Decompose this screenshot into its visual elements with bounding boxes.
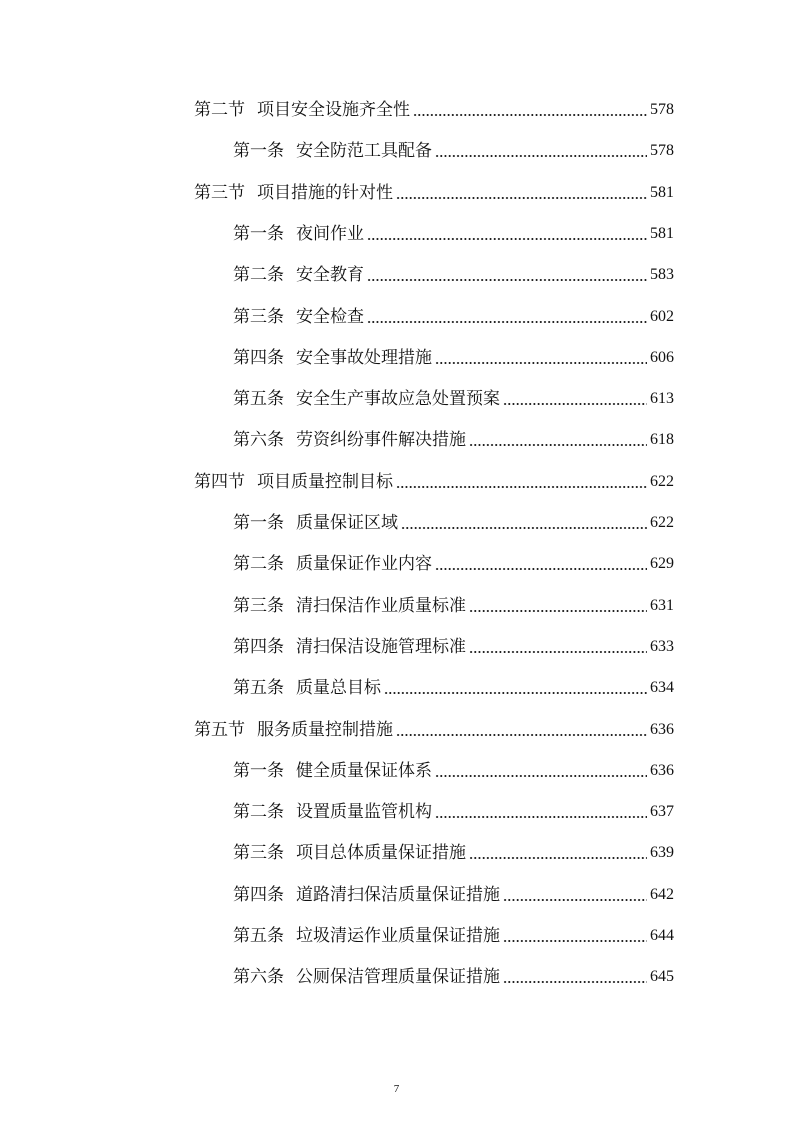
toc-entry-title: 项目质量控制目标 (257, 471, 393, 492)
toc-entry-title: 质量保证作业内容 (296, 554, 432, 575)
toc-entry-page: 578 (650, 101, 674, 118)
dot-leader (367, 279, 647, 281)
toc-entry-page: 637 (650, 803, 674, 821)
dot-leader (435, 816, 647, 818)
toc-entry-title: 安全教育 (296, 265, 364, 286)
toc-entry-article[interactable] (233, 214, 674, 254)
toc-entry-page: 629 (650, 555, 674, 573)
toc-entry-article[interactable] (233, 131, 674, 171)
toc-entry-number: 第三节 (194, 182, 245, 203)
toc-entry-page: 636 (650, 761, 674, 779)
toc-entry-article[interactable] (233, 668, 674, 708)
toc-entry-article[interactable] (233, 751, 674, 791)
toc-entry-number: 第二条 (233, 265, 284, 286)
dot-leader (469, 651, 647, 653)
toc-entry-page: 645 (650, 968, 674, 986)
toc-entry-title: 安全事故处理措施 (296, 347, 432, 368)
toc-entry-title: 质量总目标 (296, 678, 381, 699)
toc-entry-title: 公厕保洁管理质量保证措施 (296, 967, 500, 988)
toc-entry-page: 578 (650, 142, 674, 160)
dot-leader (367, 238, 647, 240)
dot-leader (413, 114, 647, 116)
dot-leader (503, 403, 647, 405)
dot-leader (503, 899, 647, 901)
dot-leader (469, 610, 647, 612)
toc-entry-number: 第五节 (194, 719, 245, 740)
toc-entry-title: 劳资纠纷事件解决措施 (296, 430, 466, 451)
dot-leader (396, 197, 647, 199)
toc-entry-article[interactable] (233, 833, 674, 873)
toc-entry-title: 健全质量保证体系 (296, 760, 432, 781)
toc-entry-number: 第二节 (194, 100, 245, 120)
dot-leader (435, 155, 647, 157)
dot-leader (503, 940, 647, 942)
toc-entry-article[interactable] (233, 338, 674, 378)
toc-entry-title: 质量保证区域 (296, 513, 398, 533)
toc-entry-page: 636 (650, 720, 674, 738)
toc-entry-number: 第三条 (233, 306, 284, 327)
toc-entry-title: 安全防范工具配备 (296, 141, 432, 162)
toc-entry-title: 清扫保洁设施管理标准 (296, 636, 466, 657)
toc-entry-title: 项目总体质量保证措施 (296, 843, 466, 864)
toc-entry-number: 第一条 (233, 760, 284, 781)
toc-entry-page: 639 (650, 844, 674, 862)
toc-entry-number: 第六条 (233, 430, 284, 451)
toc-entry-title: 项目安全设施齐全性 (257, 100, 410, 120)
toc-entry-page: 622 (650, 472, 674, 490)
toc-entry-number: 第四条 (233, 884, 284, 905)
toc-entry-title: 项目措施的针对性 (257, 182, 393, 203)
toc-entry-number: 第三条 (233, 843, 284, 864)
toc-entry-number: 第二条 (233, 802, 284, 823)
toc-entry-article[interactable] (233, 544, 674, 584)
dot-leader (469, 444, 647, 446)
toc-entry-page: 642 (650, 885, 674, 903)
toc-entry-article[interactable] (233, 503, 674, 543)
toc-entry-page: 633 (650, 637, 674, 655)
toc-entry-section[interactable] (194, 462, 674, 502)
toc-entry-number: 第一条 (233, 513, 284, 533)
toc-entry-number: 第五条 (233, 926, 284, 946)
footer-page-number: 7 (393, 1083, 400, 1095)
toc-entry-page: 606 (650, 348, 674, 366)
dot-leader (401, 527, 647, 529)
toc-entry-article[interactable] (233, 875, 674, 915)
toc-entry-number: 第五条 (233, 389, 284, 410)
toc-entry-title: 服务质量控制措施 (257, 719, 393, 740)
toc-entry-page: 583 (650, 266, 674, 284)
dot-leader (435, 362, 647, 364)
dot-leader (469, 857, 647, 859)
dot-leader (367, 321, 647, 323)
toc-entry-page: 581 (650, 183, 674, 201)
toc-entry-number: 第三条 (233, 595, 284, 616)
toc-entry-article[interactable] (233, 586, 674, 626)
toc-entry-number: 第五条 (233, 678, 284, 699)
dot-leader (396, 486, 647, 488)
toc-entry-article[interactable] (233, 792, 674, 832)
toc-entry-number: 第二条 (233, 554, 284, 575)
toc-entry-article[interactable] (233, 255, 674, 295)
toc-entry-article[interactable] (233, 957, 674, 997)
toc-entry-title: 夜间作业 (296, 223, 364, 244)
dot-leader (384, 692, 647, 694)
dot-leader (396, 734, 647, 736)
toc-entry-article[interactable] (233, 297, 674, 337)
toc-entry-title: 道路清扫保洁质量保证措施 (296, 884, 500, 905)
toc-entry-title: 设置质量监管机构 (296, 802, 432, 823)
toc-entry-page: 622 (650, 514, 674, 531)
dot-leader (435, 568, 647, 570)
toc-entry-page: 631 (650, 596, 674, 614)
toc-entry-number: 第一条 (233, 223, 284, 244)
toc-entry-page: 618 (650, 431, 674, 449)
toc-entry-page: 613 (650, 390, 674, 408)
toc-entry-article[interactable] (233, 379, 674, 419)
toc-entry-section[interactable] (194, 173, 674, 213)
toc-entry-section[interactable] (194, 90, 674, 130)
toc-entry-article[interactable] (233, 420, 674, 460)
toc-entry-number: 第一条 (233, 141, 284, 162)
toc-entry-title: 清扫保洁作业质量标准 (296, 595, 466, 616)
toc-entry-page: 634 (650, 679, 674, 697)
toc-entry-number: 第四条 (233, 347, 284, 368)
toc-entry-article[interactable] (233, 627, 674, 667)
toc-entry-page: 644 (650, 927, 674, 944)
toc-entry-title: 安全生产事故应急处置预案 (296, 389, 500, 410)
toc-entry-section[interactable] (194, 710, 674, 750)
toc-entry-number: 第六条 (233, 967, 284, 988)
dot-leader (503, 981, 647, 983)
toc-entry-page: 602 (650, 307, 674, 325)
toc-entry-title: 垃圾清运作业质量保证措施 (296, 926, 500, 946)
toc-entry-number: 第四条 (233, 636, 284, 657)
toc-entry-page: 581 (650, 224, 674, 242)
toc-entry-number: 第四节 (194, 471, 245, 492)
dot-leader (435, 775, 647, 777)
toc-entry-article[interactable] (233, 916, 674, 956)
toc-entry-title: 安全检查 (296, 306, 364, 327)
